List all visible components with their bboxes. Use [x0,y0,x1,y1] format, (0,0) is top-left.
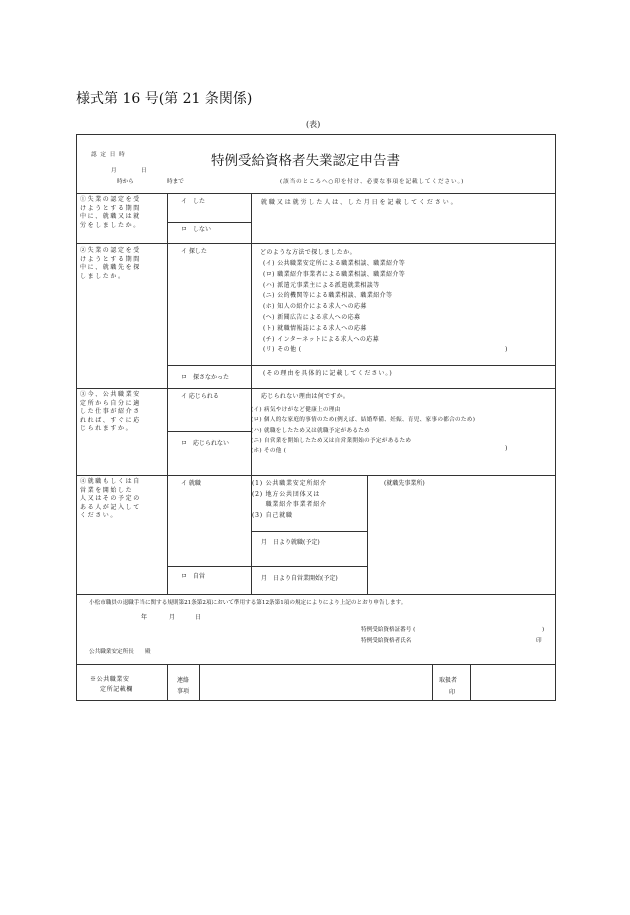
declaration-text: 小松市職員の退職手当に関する規則第21条第2項において準用する第12条第1項の規定によりにより上記のとおり申告します。 [89,600,407,606]
declaration-form [76,134,556,701]
q2-methods-intro: どのような方法で探しましたか。 [260,249,357,256]
month-label: 月 [111,168,117,174]
certification-date-label: 認 定 日 時 [91,152,126,158]
certificate-number-close: ) [542,627,545,633]
list-item: (2) 地方公共団体又は [252,490,321,498]
list-item: (イ) 病気やけがなど健康上の理由 [251,407,341,413]
until-time-label: 時まで [167,179,184,185]
list-item: (ニ) 公的機関等による職業相談、職業紹介等 [263,292,393,300]
q2-option-yes[interactable]: イ 探した [181,248,207,255]
q3-option-yes[interactable]: イ 応じられる [181,393,219,400]
list-item: (ホ) 知人の紹介による求人への応募 [263,303,367,311]
applicant-name-label: 特例受給資格者氏名 [361,638,412,644]
list-item: (ロ) 職業紹介事業者による職業相談、職業紹介等 [263,270,406,278]
list-item: 職業紹介事業者紹介 [252,501,327,508]
from-time-label: 時から [117,179,134,185]
q1-option-no[interactable]: ロ しない [181,226,212,233]
question-2-text: ②失業の認定を受 けようとする期間 中に、就職先を探 しましたか。 [80,247,141,280]
q4-referral-routes [252,479,327,521]
q2-methods-list [263,261,405,358]
list-item: (ホ) その他 ( [251,448,287,455]
q2-other-close: ) [505,346,508,353]
declaration-day-label: 日 [195,614,202,621]
employment-start-date: 月 日より就職(予定) [261,539,320,546]
list-item: (チ) インターネットによる求人への応募 [263,335,380,343]
list-item: (ハ) 派遣元事業主による派遣就業相談等 [263,281,380,289]
day-label: 日 [141,168,147,174]
q3-option-no[interactable]: ロ 応じられない [181,440,230,447]
list-item: (1) 公共職業安定所紹介 [252,480,327,487]
q1-detail-instruction: 就職又は就労した人は、した月日を記載してください。 [261,199,459,206]
list-item: (ニ) 自営業を開始したため又は自営業開始の予定があるため [251,437,412,444]
list-item: (リ) その他 ( [263,346,302,354]
certificate-number-label: 特例受給資格証番号 ( [361,627,416,633]
q2-no-reason-instruction: (その理由を具体的に記載してください。) [263,370,393,377]
list-item: (3) 自己就職 [252,511,293,519]
seal-mark: 印 [536,638,542,644]
form-number: 様式第 16 号(第 21 条関係) [76,91,253,107]
declaration-month-label: 月 [169,614,176,621]
contact-items-label: 連絡 事項 [177,677,190,695]
office-use-label: ※公共職業安 定所記載欄 [90,676,134,693]
declaration-year-label: 年 [141,614,148,621]
q4-option-self-employment[interactable]: ロ 自営 [181,573,206,580]
q3-reasons-intro: 応じられない理由は何ですか。 [261,393,350,400]
self-employment-start-date: 月 日より自営業開始(予定) [261,575,338,582]
question-3-text: ③今、公共職業安 定所から自分に適 した仕事が紹介さ れれば、すぐに応 じられますか。 [80,391,141,433]
q4-option-employment[interactable]: イ 就職 [181,480,201,487]
handler-label: 取扱者 印 [439,677,458,696]
instruction-text: (該当のところへ○印を付け、必要な事項を記載してください。) [280,179,465,185]
q1-option-yes[interactable]: イ した [181,198,206,205]
q2-option-no[interactable]: ロ 探さなかった [181,374,230,381]
question-1-text: ①失業の認定を受 けようとする期間 中に、就職又は就 労をしましたか。 [80,196,141,229]
q3-reasons-list [251,405,475,456]
list-item: (ト) 就職情報誌による求人への応募 [263,324,367,332]
list-item: (ヘ) 新聞広告による求人への応募 [263,313,361,321]
list-item: (ロ) 個人的な家庭的事情のため(例えば、結婚準備、妊娠、育児、家事の都合のため) [251,417,476,424]
list-item: (イ) 公共職業安定所による職業相談、職業紹介等 [263,260,406,267]
addressee-label: 公共職業安定所長 殿 [89,649,151,655]
question-4-text: ④就職もしくは自 営業を開始した 人又はその予定の ある人が記入して ください。 [80,478,141,520]
side-label: (表) [306,120,321,129]
employer-label: (就職先事業所) [384,480,425,487]
list-item: (ハ) 就職をしたため又は就職予定があるため [251,427,371,434]
q3-other-close: ) [505,445,508,452]
form-title: 特例受給資格者失業認定申告書 [211,153,400,169]
